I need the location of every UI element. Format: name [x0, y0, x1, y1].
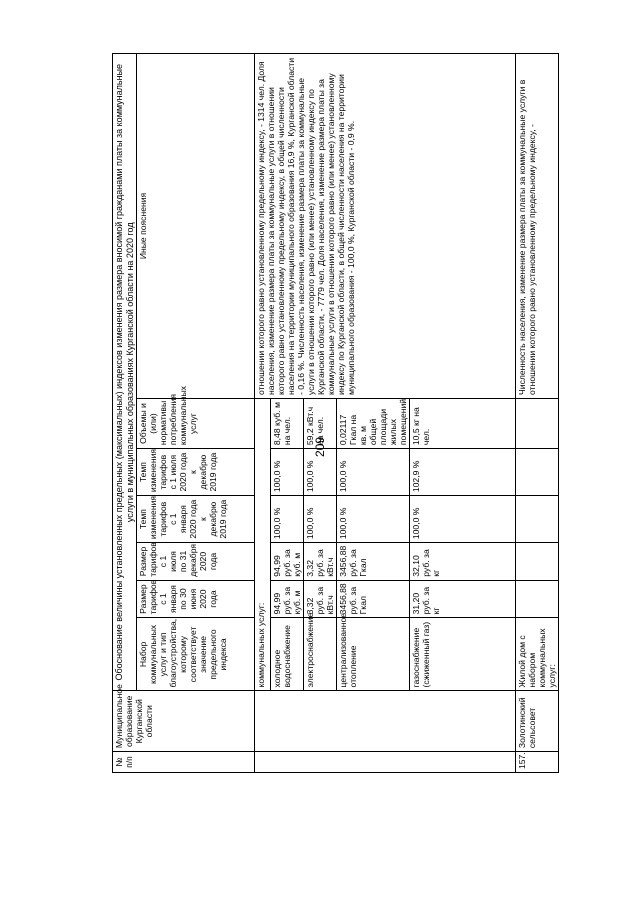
header-municipality: Муниципальное образование Курганской области: [113, 691, 255, 752]
header-rate-jul: Темп изменения тарифов с 1 июля 2020 года к декабрю 2019 года: [137, 449, 255, 496]
price-jul-cell: 3,32 руб. за кВт.ч: [304, 543, 337, 581]
continuation-label: коммунальных услуг:: [255, 398, 271, 691]
header-set: Набор коммунальных услуг и тип благоустройства, которому соответствует значение предельного индекса: [137, 618, 255, 691]
header-other: Иные пояснения: [137, 54, 255, 399]
price-jul-cell: 32,10 руб. за кг: [410, 543, 516, 581]
header-price-jan: Размер тарифов с 1 января по 30 июня 2020 года: [137, 580, 255, 618]
rate-jan-cell: 100,0 %: [271, 496, 304, 543]
price-jan-cell: 3,32 руб. за кВт.ч: [304, 580, 337, 618]
other-continuation: отношении которого равно установленному предельному индексу, - 1314 чел. Доля населения, изменение размера платы за коммунальные услуги в отношении которого равно установленному предельному индексу, в общей численности населения на территории муниципального образования 16,9 %, Курганской области - 0,16 %. Численность населения, изменение размера платы за коммунальные услуги в отношении которого равно (или менее) установленному индексу по Курганской области, - 7779 чел. Доля населения, изменение размера платы за коммунальные услуги в отношении которого равно (или менее) установленному индексу по Курганской области, в общей численности населения на территории муниципального образования - 100,0 %, Курганской области - 0,9 %.: [255, 54, 516, 399]
rate-jul-cell: 102,9 %: [410, 449, 516, 496]
header-volume: Объемы и (или) нормативы потребления коммунальных услуг: [137, 398, 255, 448]
table-title: Обоснование величины установленных предельных (максимальных) индексов изменения размера вносимой гражданами платы за коммунальные услуги в муниципальных образованиях Курганской области на 2020 год: [113, 54, 137, 692]
rate-jul-cell: 100,0 %: [337, 449, 410, 496]
service-cell: газоснабжение (сжиженный газ): [410, 618, 516, 691]
table-title-row: [113, 54, 137, 773]
table-row: [255, 54, 271, 773]
volume-cell: 59,2 кВт.ч на чел.: [304, 398, 337, 448]
price-jan-cell: 31,20 руб. за кг: [410, 580, 516, 618]
table-row: [516, 54, 559, 773]
rate-jul-cell: 100,0 %: [271, 449, 304, 496]
volume-cell: 0,02117 Гкал на кв. м общей площади жилых помещений: [337, 398, 410, 448]
service-cell: централизованное отопление: [337, 618, 410, 691]
volume-cell: 8,48 куб. м на чел.: [271, 398, 304, 448]
price-jul-cell: 3456,88 руб. за Гкал: [337, 543, 410, 581]
service-set-cell: Жилой дом с набором коммунальных услуг:: [516, 618, 559, 691]
header-num: № п/п: [113, 752, 255, 773]
table-wrapper: [112, 53, 602, 773]
rate-jan-cell: 100,0 %: [337, 496, 410, 543]
header-price-jul: Размер тарифов с 1 июля по 31 декабря 2020 года: [137, 543, 255, 581]
rate-jan-cell: 100,0 %: [304, 496, 337, 543]
other-cell: Численность населения, изменение размера платы за коммунальные услуги в отношении которого равно установленному предельному индексу, -: [516, 54, 559, 399]
landscape-table-area: [112, 53, 602, 773]
price-jan-cell: 94,99 руб. за куб. м: [271, 580, 304, 618]
tariff-index-table: [112, 53, 559, 773]
service-cell: электроснабжение: [304, 618, 337, 691]
volume-cell: 10,5 кг на чел.: [410, 398, 516, 448]
service-cell: холодное водоснабжение: [271, 618, 304, 691]
price-jul-cell: 94,99 руб. за куб. м: [271, 543, 304, 581]
table-header-row: [137, 54, 255, 773]
header-rate-jan: Темп изменения тарифов с 1 января 2020 года к декабрю 2019 года: [137, 496, 255, 543]
row-number: 157.: [516, 752, 559, 773]
rate-jan-cell: 100,0 %: [410, 496, 516, 543]
municipality-cell: Золотинский сельсовет: [516, 691, 559, 752]
page-number: 209: [313, 436, 327, 458]
price-jan-cell: 3456,88 руб. за Гкал: [337, 580, 410, 618]
rate-jul-cell: 100,0 %: [304, 449, 337, 496]
